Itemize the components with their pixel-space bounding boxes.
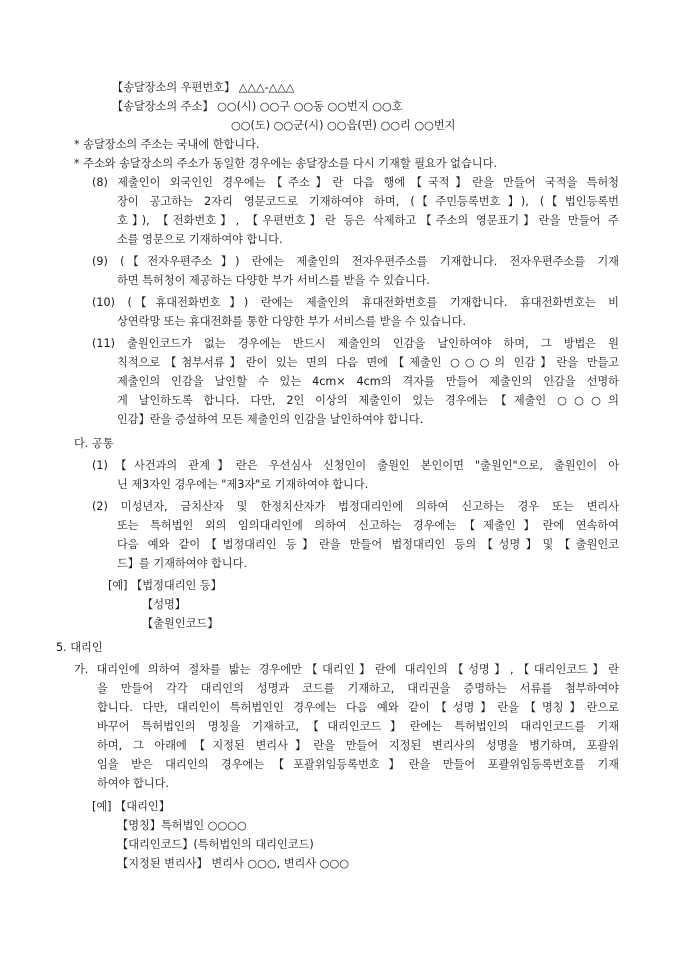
text-line: 또는 특허법인 외의 임의대리인에 의하여 신고하는 경우에는【제출인】란에 연속하여 (117, 519, 619, 532)
text-line: [예] 【대리인】 (92, 800, 170, 813)
text-line: 을 만들어 각각 대리인의 성명과 코드를 기재하고, 대리권을 증명하는 서류를 첨부하여야 (97, 682, 619, 695)
text-line: 하며, 그 아래에【지정된 변리사】란을 만들어 지정된 변리사의 성명을 병기하며, 포괄위 (97, 739, 619, 752)
text-line: 게 날인하도록 합니다. 다만, 2인 이상의 제출인이 있는 경우에는【제출인 ○○○의 (117, 394, 619, 407)
text-line: 【대리인코드】(특허법인의 대리인코드) (117, 838, 314, 851)
text-line: 호】), 【전화번호】, 【우편번호】란 등은 삭제하고【주소의 영문표기】란을 만들어 주 (117, 214, 619, 227)
text-line: 드】를 기재하여야 합니다. (117, 557, 247, 570)
text-line: 【성명】 (142, 598, 186, 611)
text-line: 제출인의 인감을 날인할 수 있는 4cm× 4cm의 격자를 만들어 제출인의 인감을 선명하 (117, 375, 619, 388)
text-line: (1)【사건과의 관계】란은 우선심사 신청인이 출원인 본인이면 "출원인"으로, 출원인이 아 (92, 459, 620, 472)
text-line: 하여야 합니다. (97, 777, 169, 790)
text-line: 다. 공통 (74, 437, 114, 450)
text-line: 【출원인코드】 (142, 617, 219, 630)
text-line: 바꾸어 특허법인의 명칭을 기재하고,【대리인코드】란에는 특허법인의 대리인코드를 기재 (97, 720, 619, 733)
text-line: 【송달장소의 우편번호】 △△△-△△△ (112, 81, 295, 94)
text-line: (10) (【휴대전화번호】) 란에는 제출인의 휴대전화번호를 기재합니다. 휴대전화번호는 비 (92, 296, 619, 309)
text-line: 합니다. 다만, 대리인이 특허법인인 경우에는 다음 예와 같이【성명】란을【명칭】란으로 (97, 701, 619, 714)
text-line: * 송달장소의 주소는 국내에 한합니다. (74, 138, 260, 151)
text-line: 【명칭】특허법인 ○○○○ (117, 819, 247, 832)
text-line: 가. 대리인에 의하여 절차를 밟는 경우에만【대리인】란에 대리인의【성명】,【대리인코드】란 (74, 663, 619, 676)
text-line: (9) (【전자우편주소】) 란에는 제출인의 전자우편주소를 기재합니다. 전자우편주소를 기재 (92, 255, 619, 268)
text-line: 【송달장소의 주소】 ○○(시) ○○구 ○○동 ○○번지 ○○호 (112, 100, 403, 113)
text-line: 【지정된 변리사】 변리사 ○○○, 변리사 ○○○ (117, 857, 349, 870)
text-line: [예] 【법정대리인 등】 (108, 579, 222, 592)
text-line: * 주소와 송달장소의 주소가 동일한 경우에는 송달장소를 다시 기재할 필요가 없습니다. (74, 157, 497, 170)
text-line: 소를 영문으로 기재하여야 합니다. (117, 233, 283, 246)
text-line: 5. 대리인 (56, 641, 103, 654)
text-line: (8) 제출인이 외국인인 경우에는【주소】란 다음 행에【국적】란을 만들어 국적을 특허청 (92, 176, 619, 189)
text-line: 하면 특허청이 제공하는 다양한 부가 서비스를 받을 수 있습니다. (117, 274, 430, 287)
text-line: 칙적으로【첨부서류】란이 있는 면의 다음 면에【제출인 ○○○의 인감】란을 만들고 (117, 356, 619, 369)
text-line: 장이 공고하는 2자리 영문코드로 기재하여야 하며, (【주민등록번호】), (【법인등록번 (117, 195, 619, 208)
text-line: ○○(도) ○○군(시) ○○읍(면) ○○리 ○○번지 (231, 119, 456, 132)
text-line: (11) 출원인코드가 없는 경우에는 반드시 제출인의 인감을 날인하여야 하며, 그 방법은 원 (92, 337, 619, 350)
text-line: 닌 제3자인 경우에는 "제3자"로 기재하여야 합니다. (117, 478, 369, 491)
text-line: 임을 받은 대리인의 경우에는【포괄위임등록번호】란을 만들어 포괄위임등록번호를 기재 (97, 758, 619, 771)
text-line: 다음 예와 같이【법정대리인 등】란을 만들어 법정대리인 등의【성명】및【출원인코 (117, 538, 619, 551)
text-line: 인감】란을 증설하여 모든 제출인의 인감을 날인하여야 합니다. (117, 413, 424, 426)
text-line: 상연락망 또는 휴대전화를 통한 다양한 부가 서비스를 받을 수 있습니다. (117, 315, 466, 328)
text-line: (2) 미성년자, 금치산자 및 한정치산자가 법정대리인에 의하여 신고하는 경우 또는 변리사 (92, 500, 619, 513)
